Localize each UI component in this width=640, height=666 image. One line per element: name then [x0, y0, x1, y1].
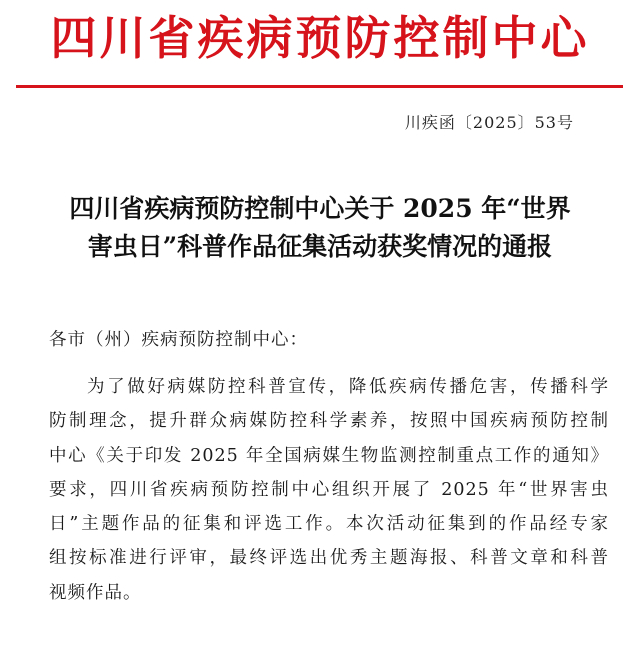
- body-paragraph: [49, 370, 609, 610]
- document-title: [0, 190, 640, 266]
- document-title-line: 害虫日”科普作品征集活动获奖情况的通报: [87, 232, 553, 261]
- issuing-organization-header: 四川省疾病预防控制中心: [50, 11, 590, 65]
- red-divider-line: [16, 85, 623, 88]
- body-line: 日”主题作品的征集和评选工作。本次活动征集到的作品经专家: [49, 514, 609, 535]
- body-line: 中心《关于印发 2025 年全国病媒生物监测控制重点工作的通知》: [49, 445, 609, 466]
- body-line: 为了做好病媒防控科普宣传，降低疾病传播危害，传播科学: [87, 377, 609, 397]
- body-line: 防制理念，提升群众病媒防控科学素养，按照中国疾病预防控制: [49, 411, 609, 432]
- document-number: 川疾函〔2025〕53号: [404, 113, 574, 132]
- body-line: 要求，四川省疾病预防控制中心组织开展了 2025 年“世界害虫: [49, 479, 609, 500]
- addressee: 各市（州）疾病预防控制中心：: [49, 330, 308, 350]
- body-line: 组按标准进行评审，最终评选出优秀主题海报、科普文章和科普: [49, 548, 609, 569]
- document-title-line: 四川省疾病预防控制中心关于 2025 年“世界: [69, 194, 571, 223]
- body-line: 视频作品。: [49, 582, 142, 603]
